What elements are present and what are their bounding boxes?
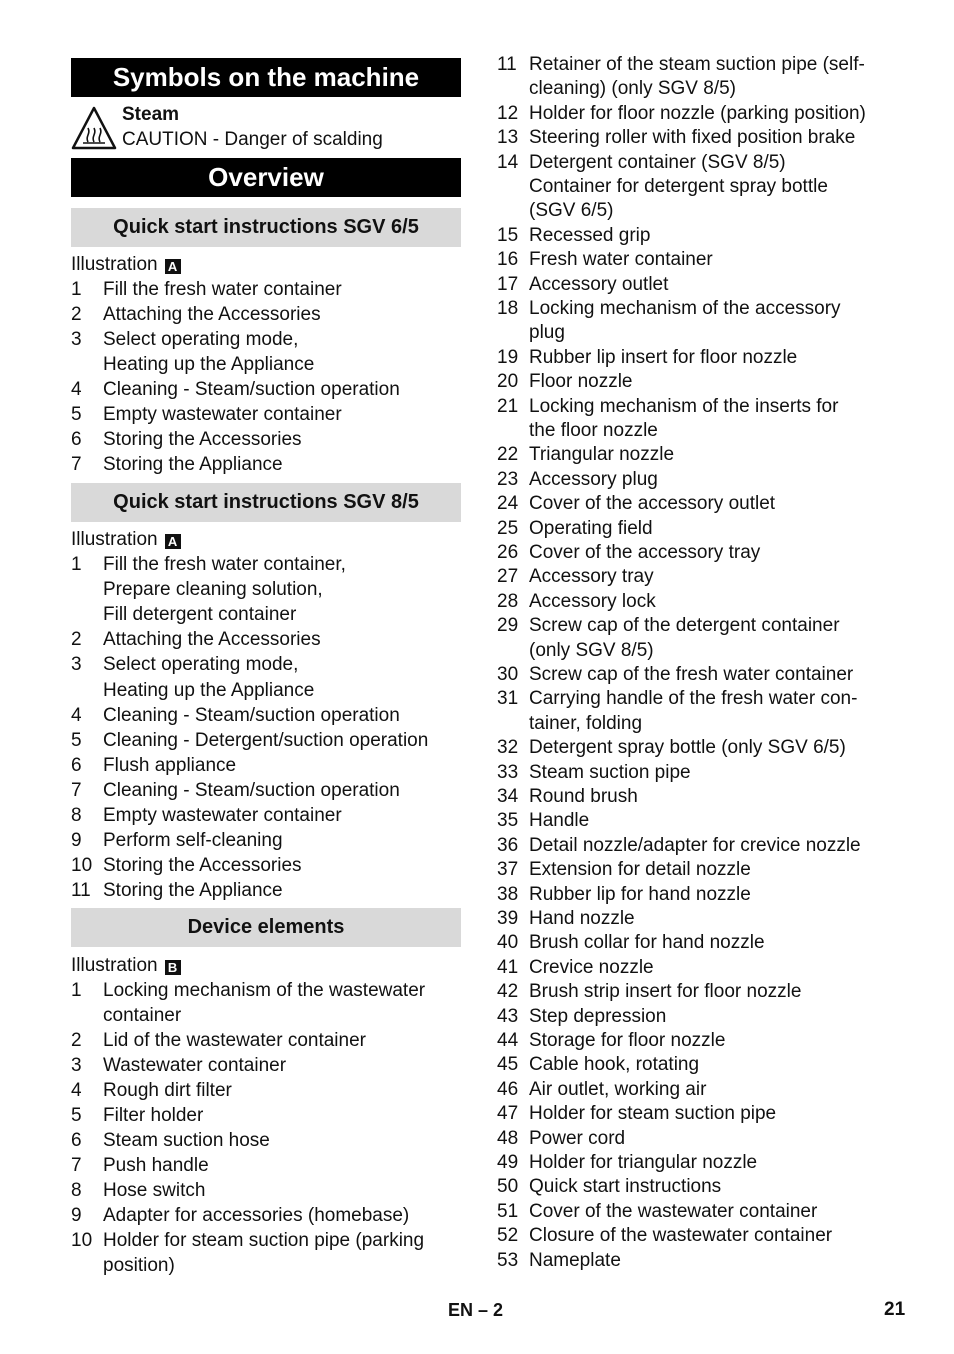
- item-number: 6: [71, 754, 82, 776]
- item-text: Cover of the accessory tray: [529, 542, 761, 563]
- item-number: 7: [71, 454, 82, 475]
- item-number: 5: [71, 404, 82, 425]
- item-number: 10: [71, 1230, 93, 1251]
- item-text: Attaching the Accessories: [103, 629, 321, 651]
- item-text: Locking mechanism of the accessory: [529, 298, 841, 319]
- item-text: Locking mechanism of the inserts for: [529, 395, 839, 417]
- item-number: 38: [497, 883, 519, 905]
- item-number: 51: [497, 1200, 519, 1222]
- item-number: 19: [497, 346, 519, 368]
- item-number: 18: [497, 298, 519, 319]
- item-text: Filter holder: [103, 1105, 204, 1126]
- item-text: Floor nozzle: [529, 371, 633, 393]
- item-number: 34: [497, 786, 519, 807]
- item-text: Air outlet, working air: [529, 1078, 707, 1100]
- item-text: Cleaning - Steam/suction operation: [103, 779, 400, 801]
- item-number: 22: [497, 444, 519, 466]
- illustration-badge: A: [165, 259, 181, 274]
- item-text: Storing the Appliance: [103, 880, 283, 902]
- item-text: Container for detergent spray bottle: [529, 176, 828, 197]
- item-number: 13: [497, 127, 519, 149]
- item-number: 2: [71, 304, 82, 325]
- item-number: 21: [497, 395, 519, 417]
- item-text: Steam suction pipe: [529, 761, 691, 783]
- item-text: Heating up the Appliance: [103, 679, 315, 701]
- item-number: 8: [71, 805, 82, 826]
- item-text: Fresh water container: [529, 249, 713, 271]
- item-text: Push handle: [103, 1155, 209, 1176]
- item-text: Hand nozzle: [529, 908, 635, 929]
- item-text: plug: [529, 322, 565, 344]
- item-text: Prepare cleaning solution,: [103, 579, 323, 601]
- footer-language-page: EN – 2: [448, 1300, 504, 1320]
- item-text: Extension for detail nozzle: [529, 859, 751, 881]
- item-number: 49: [497, 1152, 519, 1173]
- item-text: Cable hook, rotating: [529, 1054, 700, 1076]
- item-text: Locking mechanism of the wastewater: [103, 980, 426, 1001]
- item-text: Closure of the wastewater container: [529, 1225, 833, 1247]
- symbols-heading: Symbols on the machine: [71, 58, 461, 97]
- item-text: Power cord: [529, 1127, 626, 1149]
- item-number: 7: [71, 779, 82, 801]
- item-text: Steam suction hose: [103, 1130, 270, 1151]
- item-text: the floor nozzle: [529, 420, 658, 441]
- item-number: 10: [71, 855, 93, 877]
- item-number: 11: [497, 54, 517, 75]
- item-number: 33: [497, 761, 519, 783]
- item-number: 4: [71, 1080, 82, 1101]
- item-text: Accessory outlet: [529, 273, 669, 295]
- item-text: Storing the Appliance: [103, 454, 283, 475]
- device-illustration-label: Illustration B: [71, 953, 181, 978]
- item-text: Select operating mode,: [103, 654, 299, 676]
- item-number: 32: [497, 737, 519, 759]
- item-text: Wastewater container: [103, 1055, 287, 1076]
- item-text: Cover of the wastewater container: [529, 1200, 818, 1222]
- item-text: Detail nozzle/adapter for crevice nozzle: [529, 834, 861, 856]
- item-text: Lid of the wastewater container: [103, 1030, 366, 1051]
- item-number: 9: [71, 1205, 82, 1226]
- item-number: 29: [497, 615, 519, 637]
- item-number: 12: [497, 102, 519, 124]
- item-number: 42: [497, 981, 519, 1003]
- qs65-illustration-label: Illustration A: [71, 252, 181, 277]
- item-text: Select operating mode,: [103, 329, 299, 350]
- item-text: Accessory lock: [529, 590, 656, 612]
- item-number: 3: [71, 329, 82, 350]
- item-text: Hose switch: [103, 1180, 206, 1201]
- item-text: Storage for floor nozzle: [529, 1030, 726, 1051]
- item-number: 4: [71, 704, 82, 726]
- warning-steam-icon: [71, 106, 117, 150]
- item-text: Fill the fresh water container: [103, 279, 342, 300]
- item-number: 25: [497, 517, 519, 539]
- item-number: 4: [71, 379, 82, 400]
- item-number: 31: [497, 688, 519, 710]
- item-number: 28: [497, 590, 519, 612]
- item-text: Screw cap of the fresh water container: [529, 664, 854, 685]
- item-number: 8: [71, 1180, 82, 1201]
- device-heading: Device elements: [71, 908, 461, 947]
- item-text: Cleaning - Steam/suction operation: [103, 704, 400, 726]
- item-number: 26: [497, 542, 519, 563]
- item-text: Quick start instructions: [529, 1176, 722, 1198]
- item-text: Accessory tray: [529, 566, 654, 588]
- item-text: Detergent spray bottle (only SGV 6/5): [529, 737, 846, 759]
- item-number: 1: [71, 279, 82, 300]
- item-text: Nameplate: [529, 1249, 621, 1271]
- item-number: 45: [497, 1054, 519, 1076]
- item-number: 23: [497, 468, 519, 490]
- item-text: cleaning) (only SGV 8/5): [529, 78, 736, 100]
- item-number: 36: [497, 834, 519, 856]
- item-text: Screw cap of the detergent container: [529, 615, 840, 637]
- item-number: 37: [497, 859, 519, 881]
- item-text: Holder for floor nozzle (parking position): [529, 102, 866, 124]
- item-number: 5: [71, 1105, 82, 1126]
- item-number: 39: [497, 908, 519, 929]
- item-number: 1: [71, 554, 82, 575]
- item-text: Retainer of the steam suction pipe (self-: [529, 54, 865, 75]
- item-number: 40: [497, 932, 519, 954]
- item-number: 14: [497, 151, 519, 173]
- item-text: Fill detergent container: [103, 604, 297, 626]
- item-number: 2: [71, 629, 82, 651]
- item-number: 17: [497, 273, 519, 295]
- item-text: Fill the fresh water container,: [103, 554, 346, 575]
- item-number: 52: [497, 1225, 519, 1247]
- item-text: Steering roller with fixed position brake: [529, 127, 856, 149]
- illustration-badge: A: [165, 534, 181, 549]
- item-number: 44: [497, 1030, 519, 1051]
- item-text: Heating up the Appliance: [103, 354, 315, 375]
- item-number: 30: [497, 664, 519, 685]
- item-number: 20: [497, 371, 519, 393]
- item-number: 50: [497, 1176, 519, 1198]
- qs85-illustration-label: Illustration A: [71, 527, 181, 552]
- item-text: Storing the Accessories: [103, 429, 302, 450]
- item-text: Accessory plug: [529, 468, 658, 490]
- item-number: 15: [497, 224, 519, 246]
- item-text: Triangular nozzle: [529, 444, 675, 466]
- item-text: (SGV 6/5): [529, 200, 614, 222]
- item-text: Rough dirt filter: [103, 1080, 232, 1101]
- footer-page-number: 21: [884, 1299, 906, 1320]
- item-text: Empty wastewater container: [103, 805, 342, 826]
- item-text: Holder for steam suction pipe: [529, 1103, 777, 1125]
- item-text: Cleaning - Detergent/suction operation: [103, 729, 429, 751]
- item-number: 41: [497, 956, 519, 978]
- item-number: 53: [497, 1249, 519, 1271]
- item-number: 11: [71, 880, 91, 902]
- item-number: 48: [497, 1127, 519, 1149]
- item-number: 6: [71, 1130, 82, 1151]
- item-text: Carrying handle of the fresh water con-: [529, 688, 858, 710]
- item-number: 5: [71, 729, 82, 751]
- item-number: 16: [497, 249, 519, 271]
- steam-title: Steam: [122, 104, 180, 125]
- item-text: Adapter for accessories (homebase): [103, 1205, 410, 1226]
- item-number: 9: [71, 830, 82, 852]
- item-text: Rubber lip for hand nozzle: [529, 883, 751, 905]
- item-text: tainer, folding: [529, 712, 643, 734]
- item-text: Perform self-cleaning: [103, 830, 283, 852]
- qs85-heading: Quick start instructions SGV 8/5: [71, 483, 461, 522]
- item-number: 47: [497, 1103, 519, 1125]
- item-text: Round brush: [529, 786, 638, 807]
- qs65-heading: Quick start instructions SGV 6/5: [71, 208, 461, 247]
- item-text: Crevice nozzle: [529, 956, 654, 978]
- item-number: 6: [71, 429, 82, 450]
- item-text: Operating field: [529, 517, 653, 539]
- item-number: 35: [497, 810, 519, 832]
- item-number: 2: [71, 1030, 82, 1051]
- item-text: Cleaning - Steam/suction operation: [103, 379, 400, 400]
- steam-caution-text: CAUTION - Danger of scalding: [122, 129, 383, 150]
- illustration-badge: B: [165, 960, 181, 975]
- item-text: (only SGV 8/5): [529, 639, 654, 661]
- item-text: Cover of the accessory outlet: [529, 493, 776, 515]
- item-text: Empty wastewater container: [103, 404, 342, 425]
- item-text: Attaching the Accessories: [103, 304, 321, 325]
- overview-heading: Overview: [71, 158, 461, 197]
- item-text: Flush appliance: [103, 754, 237, 776]
- item-text: Recessed grip: [529, 224, 651, 246]
- item-text: Rubber lip insert for floor nozzle: [529, 346, 798, 368]
- item-text: Holder for triangular nozzle: [529, 1152, 758, 1173]
- item-number: 27: [497, 566, 519, 588]
- item-text: Step depression: [529, 1005, 667, 1027]
- item-text: Storing the Accessories: [103, 855, 302, 877]
- item-text: Brush strip insert for floor nozzle: [529, 981, 802, 1003]
- item-text: position): [103, 1255, 175, 1276]
- item-text: Brush collar for hand nozzle: [529, 932, 765, 954]
- item-text: Holder for steam suction pipe (parking: [103, 1230, 425, 1251]
- item-text: Handle: [529, 810, 590, 832]
- item-number: 24: [497, 493, 519, 515]
- item-number: 43: [497, 1005, 519, 1027]
- item-number: 7: [71, 1155, 82, 1176]
- item-number: 1: [71, 980, 82, 1001]
- item-number: 46: [497, 1078, 519, 1100]
- item-text: container: [103, 1005, 182, 1026]
- item-number: 3: [71, 654, 82, 676]
- item-text: Detergent container (SGV 8/5): [529, 151, 786, 173]
- item-number: 3: [71, 1055, 82, 1076]
